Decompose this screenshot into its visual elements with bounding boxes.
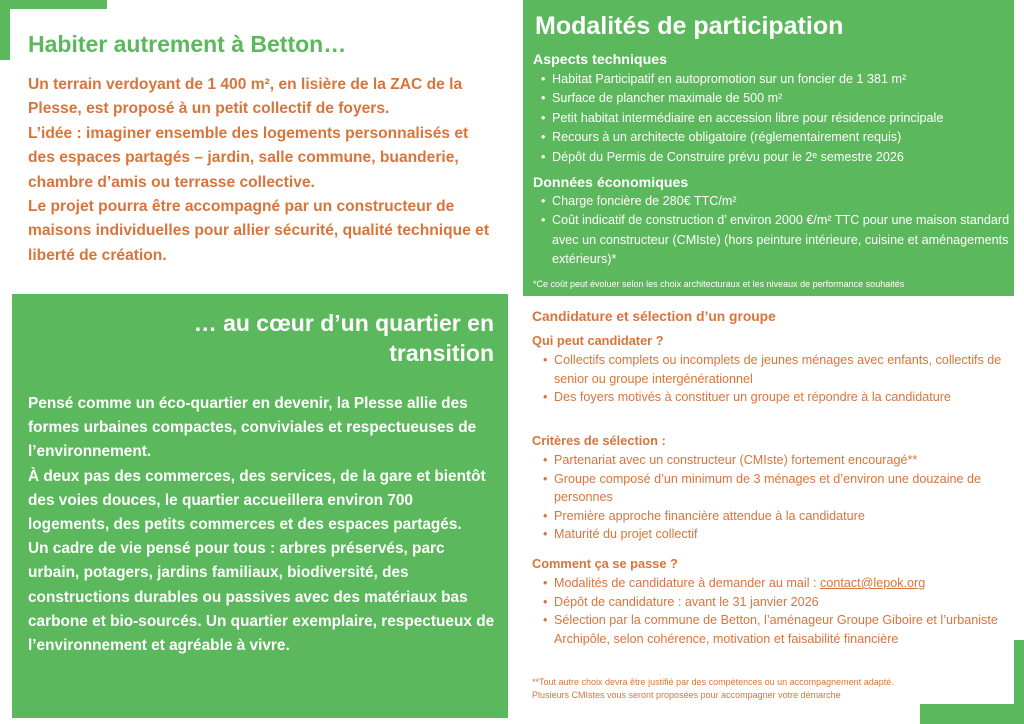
list-item [541, 574, 1011, 593]
habiter-paragraph-1: Un terrain verdoyant de 1 400 m², en lisière de la ZAC de la Plesse, est proposé à un petit collectif de foyers. [28, 76, 463, 118]
comment-heading: Comment ça se passe ? [532, 556, 678, 571]
qui-list [541, 351, 1011, 407]
quartier-text [28, 392, 498, 658]
list-item: • Dépôt du Permis de Construire prévu pour le 2ᵉ semestre 2026 [539, 148, 1011, 167]
list-item: • Recours à un architecte obligatoire (réglementairement requis) [539, 128, 1011, 147]
list-item: • Groupe composé d’un minimum de 3 ménages et d’environ une douzaine de personnes [541, 470, 1011, 507]
aspects-heading: Aspects techniques [533, 52, 668, 68]
quartier-section [12, 294, 508, 718]
aspects-list [539, 70, 1011, 167]
list-item: • Habitat Participatif en autopromotion sur un foncier de 1 381 m² [539, 70, 1011, 89]
habiter-paragraph-2: L’idée : imaginer ensemble des logements personnalisés et des espaces partagés – jardin, salle commune, buanderie, chambre d’amis ou terrasse collective. [28, 124, 469, 191]
quartier-paragraph-2: À deux pas des commerces, des services, de la gare et bientôt des voies douces, le quartier accueillera environ 700 logements, des petits commerces et des espaces partagés. [28, 467, 486, 534]
qui-heading: Qui peut candidater ? [532, 333, 664, 348]
list-item: • Coût indicatif de construction d’ environ 2000 €/m² TTC pour une maison standard avec un constructeur (CMIste) (hors peinture intérieure, cuisine et aménagements extérieurs)* [539, 211, 1011, 269]
modalites-section [523, 0, 1014, 296]
list-item: • Première approche financière attendue à la candidature [541, 507, 1011, 526]
comment-item-1-text: Modalités de candidature à demander au mail : [554, 576, 821, 590]
list-item: • Charge foncière de 280€ TTC/m² [539, 192, 1011, 211]
list-item: • Des foyers motivés à constituer un groupe et répondre à la candidature [541, 388, 1011, 407]
quartier-title-line-2: transition [389, 340, 494, 366]
quartier-paragraph-3: Un cadre de vie pensé pour tous : arbres préservés, parc urbain, potagers, jardins familiaux, biodiversité, des constructions durables ou passives avec des matériaux bas carbone et bio-sourcés. Un quartier exemplaire, respectueux de l’environnement et agréable à vivre. [28, 540, 495, 655]
quartier-paragraph-1: Pensé comme un éco-quartier en devenir, la Plesse allie des formes urbaines compactes, conviviales et respectueuses de l’environnement. [28, 395, 477, 461]
list-item: • Petit habitat intermédiaire en accession libre pour résidence principale [539, 109, 1011, 128]
modalites-title: Modalités de participation [535, 12, 844, 40]
candidature-footnote [532, 676, 1002, 702]
edge-decoration-left [0, 0, 10, 60]
criteres-heading: Critères de sélection : [532, 433, 666, 448]
habiter-text [28, 73, 498, 268]
quartier-title [94, 308, 494, 368]
list-item: • Dépôt de candidature : avant le 31 janvier 2026 [541, 593, 1011, 612]
donnees-heading: Données économiques [533, 175, 689, 191]
list-item: • Maturité du projet collectif [541, 525, 1011, 544]
donnees-list [539, 192, 1011, 270]
modalites-footnote: *Ce coût peut évoluer selon les choix architecturaux et les niveaux de performance souhaités [533, 279, 905, 289]
habiter-title: Habiter autrement à Betton… [28, 31, 347, 57]
comment-list [541, 574, 1011, 648]
candidature-footnote-line-1: **Tout autre choix devra être justifié par des compétences ou un accompagnement adapté. [532, 677, 894, 687]
contact-email-link[interactable]: contact@lepok.org [820, 576, 926, 590]
list-item: • Sélection par la commune de Betton, l’aménageur Groupe Giboire et l’urbaniste Archipôle, selon cohérence, motivation et faisabilité financière [541, 611, 1011, 648]
candidature-section [522, 296, 1014, 716]
quartier-title-line-1: … au cœur d’un quartier en [193, 310, 494, 336]
list-item: • Collectifs complets ou incomplets de jeunes ménages avec enfants, collectifs de senior ou groupe intergénérationnel [541, 351, 1011, 388]
candidature-footnote-line-2: Plusieurs CMIstes vous seront proposées pour accompagner votre démarche [532, 690, 841, 700]
list-item: • Surface de plancher maximale de 500 m² [539, 89, 1011, 108]
habiter-paragraph-3: Le projet pourra être accompagné par un constructeur de maisons individuelles pour allier sécurité, qualité technique et liberté de création. [28, 198, 490, 264]
criteres-list [541, 451, 1011, 544]
candidature-title: Candidature et sélection d’un groupe [532, 309, 776, 324]
list-item: • Partenariat avec un constructeur (CMIste) fortement encouragé** [541, 451, 1011, 470]
corner-decoration-top-left [0, 0, 107, 9]
